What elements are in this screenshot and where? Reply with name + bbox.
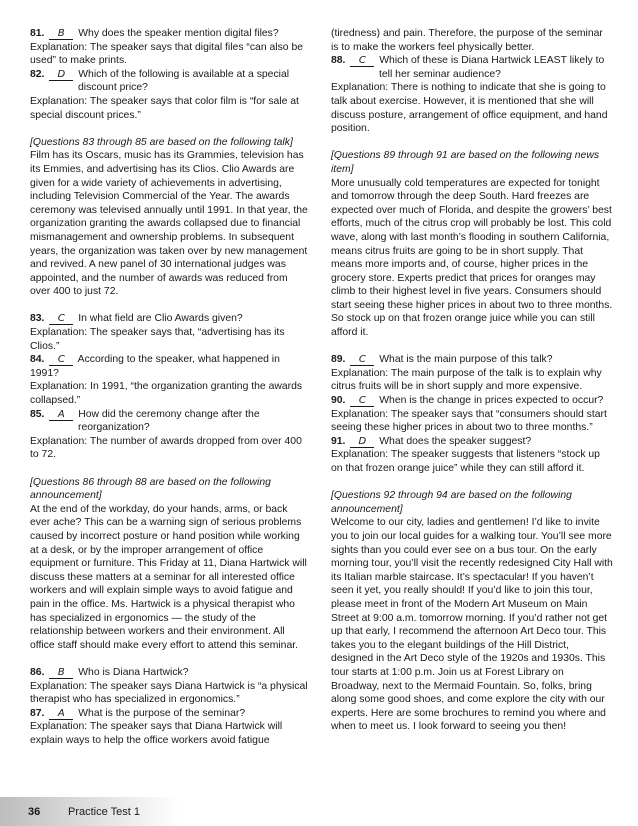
question-text-cont: reorganization? — [78, 422, 150, 434]
answer-blank: B — [49, 29, 73, 40]
question-number: 89. — [331, 354, 346, 366]
question-number: 90. — [331, 395, 346, 407]
question-text-cont: 1991? — [30, 367, 59, 379]
question-text-cont: discount price? — [78, 82, 148, 94]
question-91 — [331, 435, 613, 449]
question-87 — [30, 707, 308, 721]
question-text: In what field are Clio Awards given? — [78, 313, 243, 325]
explanation: Explanation: The speaker says that digital files “can also be used” to make prints. — [30, 41, 304, 67]
answer-blank: D — [49, 70, 73, 81]
talk-heading: [Questions 92 through 94 are based on the following announcement] — [331, 490, 572, 515]
question-number: 88. — [331, 55, 346, 67]
answer-blank: C — [350, 56, 374, 67]
explanation: Explanation: There is nothing to indicate that she is going to talk about exercise. However, it is mentioned that she will discuss posture, arrangement of office equipment, and hand position. — [331, 82, 608, 135]
question-84 — [30, 353, 308, 367]
question-90 — [331, 394, 613, 408]
explanation: Explanation: The speaker says that Diana Hartwick will explain ways to help the office workers avoid fatigue — [30, 721, 283, 746]
question-89 — [331, 353, 613, 367]
question-text: What does the speaker suggest? — [379, 435, 532, 447]
talk-body: Welcome to our city, ladies and gentlemen! I’d like to invite you to join our local guides for a walking tour. You’ll see more sights than you could ever see on a bus tour. On the early morning tour, you’ll visit the recently redesigned City Hall with its Italian marble staircase. It’s spectacular! If you haven’t seen it yet, you really should! If you’d like to join this tour, please meet in front of the Modern Art Museum on Main Street at 9:00 a.m. tomorrow morning. If you’d rather not get up that early, I recommend the afternoon Art Deco tour. This takes you to the elegant buildings of the Hill District, designed in the Art Deco style of the 1920s and 1930s. This tour starts at 1:00 p.m. Join us at Forest Library on Broadway, next to the Mermaid Fountain. So, folks, bring along some good shoes, and come explore the city with our experts. Here are some brochures to remind you where and when to meet us. I look forward to seeing you then! — [331, 517, 613, 733]
explanation: Explanation: The speaker says that color film is “for sale at special discount prices.” — [30, 95, 299, 121]
explanation: Explanation: The speaker says that “consumers should start seeing these higher prices in about two to three months.” — [331, 408, 607, 434]
answer-blank: C — [49, 355, 73, 366]
question-83 — [30, 312, 308, 326]
question-number: 83. — [30, 313, 45, 325]
answer-blank: A — [49, 410, 73, 421]
talk-body: At the end of the workday, do your hands, arms, or back ever ache? This can be a warning sign of serious problems caused by incorrect posture or hand position while working at a desk, or by the improper arrangement of office equipment or furniture. This Friday at 11, Diana Hartwick will discuss these matters at a seminar for all interested office workers and will explain simple ways to avoid fatigue and pain in the office. Ms. Hartwick is a physical therapist who has specialized in ergonomics — the study of the relationship between workers and their environment. All office staff should make every effort to attend this seminar. — [30, 503, 307, 651]
question-88 — [331, 54, 613, 68]
question-number: 91. — [331, 435, 346, 447]
question-text: Which of the following is available at a special — [78, 68, 290, 80]
question-text: According to the speaker, what happened in — [77, 354, 280, 366]
talk-heading: [Questions 86 through 88 are based on the following announcement] — [30, 476, 271, 502]
talk-heading: [Questions 83 through 85 are based on the following talk] — [30, 136, 293, 148]
explanation: Explanation: The speaker says that, “advertising has its Clios.” — [30, 327, 285, 352]
question-86 — [30, 666, 308, 680]
question-text: How did the ceremony change after the — [78, 408, 260, 420]
question-text: When is the change in prices expected to occur? — [379, 395, 604, 407]
answer-blank: C — [350, 396, 374, 407]
question-text: What is the purpose of the seminar? — [78, 707, 246, 719]
explanation: Explanation: In 1991, “the organization granting the awards collapsed.” — [30, 381, 303, 407]
question-text-cont: tell her seminar audience? — [379, 68, 501, 80]
explanation: Explanation: The main purpose of the talk is to explain why citrus fruits will be in short supply and more expensive. — [331, 367, 602, 393]
question-number: 84. — [30, 354, 45, 366]
talk-body: Film has its Oscars, music has its Grammies, television has its Emmies, and advertising has its Clios. Clio Awards are given for a wide variety of achievements in advertising, including Television Commercial of the Year. The awards ceremony was televised annually until 1991. In that year, the organization granting the awards collapsed due to financial mismanagement and ownership problems. In subsequent years, the organization was taken over by new management and revived. A new panel of 30 international judges was appointed, and the number of awards was reduced from over 400 to just 72. — [30, 150, 308, 298]
answer-blank: B — [49, 668, 73, 679]
explanation: Explanation: The number of awards dropped from over 400 to 72. — [30, 435, 302, 461]
question-number: 81. — [30, 28, 45, 39]
question-number: 87. — [30, 707, 45, 719]
footer-label: Practice Test 1 — [68, 806, 140, 818]
question-82 — [30, 68, 308, 82]
question-text: Which of these is Diana Hartwick LEAST likely to — [379, 55, 605, 67]
left-column — [30, 27, 308, 747]
answer-blank: D — [350, 437, 374, 448]
answer-blank: C — [350, 355, 374, 366]
page-number: 36 — [28, 806, 41, 818]
question-text: What is the main purpose of this talk? — [379, 354, 553, 366]
right-column — [331, 27, 613, 734]
answer-blank: C — [49, 314, 73, 325]
question-number: 85. — [30, 408, 45, 420]
question-81 — [30, 27, 308, 41]
question-85 — [30, 408, 308, 422]
talk-body: More unusually cold temperatures are expected for tonight and tomorrow through the deep South. Hard freezes are expected over much of Florida, and despite the growers’ best efforts, much of the citrus crop will probably be lost. This cold wave, along with last month’s flooding in southern California, means citrus fruits are going to be in short supply. That means more imports and, of course, higher prices in the grocery store. Experts predict that prices for oranges may climb to their highest level in five years. Consumers should start seeing these higher prices in about two to three months. So stock up on that frozen orange juice while you can still afford it. — [331, 177, 613, 339]
answer-blank: A — [49, 709, 73, 720]
talk-heading: [Questions 89 through 91 are based on the following news item] — [331, 150, 600, 175]
question-text: Why does the speaker mention digital files? — [78, 28, 279, 39]
explanation: Explanation: The speaker says Diana Hartwick is “a physical therapist who has specialized in ergonomics.” — [30, 680, 308, 706]
explanation-continued: (tiredness) and pain. Therefore, the purpose of the seminar is to make the workers feel physically better. — [331, 28, 603, 53]
question-text: Who is Diana Hartwick? — [78, 666, 189, 678]
question-number: 82. — [30, 68, 45, 80]
question-number: 86. — [30, 666, 45, 678]
explanation: Explanation: The speaker suggests that listeners “stock up on that frozen orange juice” while they can still afford it. — [331, 449, 600, 474]
